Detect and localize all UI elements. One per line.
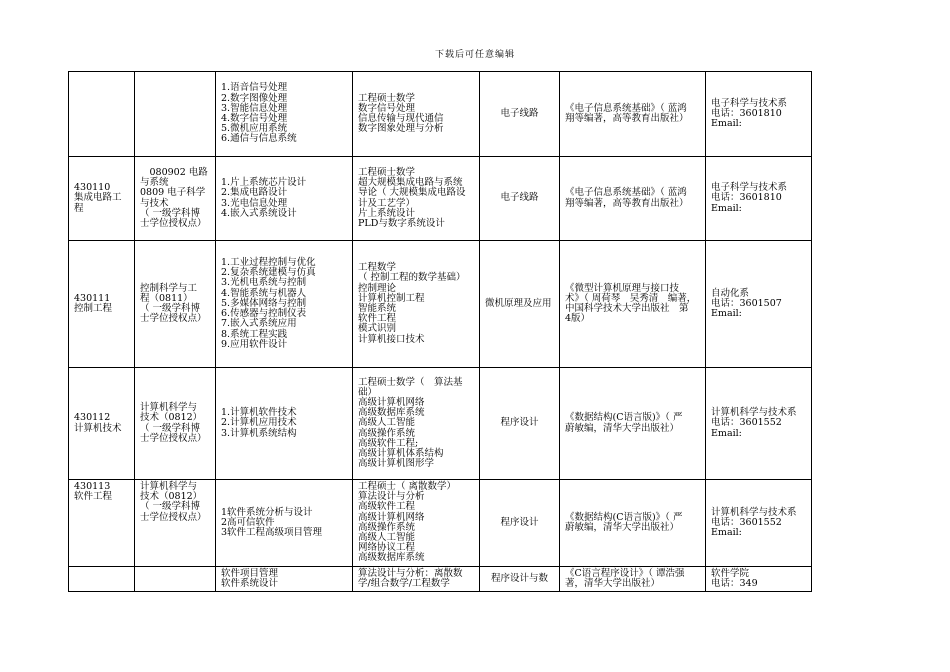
direction-item: 9.应用软件设计 bbox=[221, 338, 288, 350]
program-name: 集成电路工程 bbox=[74, 192, 122, 214]
contact-line: 软件学院 bbox=[711, 567, 750, 579]
book-line: 《微型计算机原理与接口技 bbox=[565, 282, 680, 294]
retest-subject-cell bbox=[480, 241, 560, 368]
course-item: 模式识别 bbox=[358, 323, 397, 335]
discipline-line: 技术（0812） bbox=[140, 491, 203, 503]
retest-subject-cell bbox=[480, 157, 560, 241]
retest-subject-cell bbox=[480, 566, 560, 591]
direction-item: 1软件系统分析与设计 bbox=[221, 506, 313, 518]
course-item: 工程硕士（ 离散数学） bbox=[358, 481, 457, 492]
reference-book-cell bbox=[560, 72, 706, 157]
course-item: 工程数学 bbox=[358, 262, 397, 274]
program-code: 430112 bbox=[74, 412, 111, 424]
program-name: 控制工程 bbox=[74, 303, 113, 314]
direction-item: 5.多媒体网络与控制 bbox=[221, 297, 307, 309]
program-code: 430113 bbox=[74, 481, 111, 492]
department-contact-cell bbox=[706, 566, 812, 591]
course-item: 工程硕士数学 bbox=[358, 92, 416, 104]
discipline-line: 080902 电路 bbox=[140, 166, 208, 178]
course-item: 高级人工智能 bbox=[358, 532, 416, 544]
discipline-line: 控制科学与工 bbox=[140, 282, 198, 294]
direction-item: 软件系统设计 bbox=[221, 577, 279, 589]
discipline-line: 计算机科学与 bbox=[140, 402, 198, 414]
discipline-cell bbox=[135, 72, 216, 157]
contact-line: 电话：3601552 bbox=[711, 417, 782, 429]
direction-item: 8.系统工程实践 bbox=[221, 328, 288, 340]
exam-courses-cell bbox=[353, 480, 480, 567]
course-item: 高级软件工程; bbox=[358, 437, 419, 449]
direction-item: 3.光机电系统与控制 bbox=[221, 277, 307, 289]
table-body bbox=[69, 72, 812, 592]
discipline-cell bbox=[135, 157, 216, 241]
book-line: 翔等编著，高等教育出版社） bbox=[565, 113, 689, 124]
direction-item: 1.计算机软件技术 bbox=[221, 407, 297, 419]
table-row bbox=[69, 72, 812, 157]
program-code-cell bbox=[69, 72, 135, 157]
course-item: 算法设计与分析 bbox=[358, 491, 425, 503]
discipline-cell bbox=[135, 480, 216, 567]
retest-subject-cell bbox=[480, 480, 560, 567]
direction-item: 2.计算机应用技术 bbox=[221, 417, 297, 429]
direction-item: 2.数字图像处理 bbox=[221, 92, 288, 104]
discipline-line: 士学位授权点） bbox=[140, 313, 207, 325]
course-item: 数字图象处理与分析 bbox=[358, 123, 444, 135]
reference-book-cell bbox=[560, 368, 706, 480]
retest-subject: 程序设计 bbox=[500, 417, 539, 429]
table-row bbox=[69, 566, 812, 591]
retest-subject-cell bbox=[480, 368, 560, 480]
course-item: 高级人工智能 bbox=[358, 417, 416, 429]
exam-courses-cell bbox=[353, 368, 480, 480]
book-line: 《电子信息系统基础》（ 蓝鸿 bbox=[565, 187, 687, 199]
course-item: 计算机接口技术 bbox=[358, 333, 425, 345]
research-directions-cell bbox=[216, 368, 353, 480]
direction-item: 2高可信软件 bbox=[221, 516, 275, 528]
program-table bbox=[68, 71, 812, 592]
program-code-cell bbox=[69, 566, 135, 591]
course-item: 软件工程 bbox=[358, 313, 397, 325]
course-item: 高级计算机网络 bbox=[358, 396, 425, 408]
department-contact-cell bbox=[706, 72, 812, 157]
course-item: 片上系统设计 bbox=[358, 207, 416, 219]
table-row bbox=[69, 480, 812, 567]
discipline-line: 士学位授权点） bbox=[140, 217, 207, 229]
course-item: PLD与数字系统设计 bbox=[358, 217, 445, 229]
department-contact-cell bbox=[706, 368, 812, 480]
course-item: 网络协议工程 bbox=[358, 542, 416, 554]
direction-item: 6.通信与信息系统 bbox=[221, 133, 297, 145]
direction-item: 5.微机应用系统 bbox=[221, 123, 288, 135]
course-item: （ 控制工程的数学基础） bbox=[358, 272, 466, 284]
exam-courses-cell bbox=[353, 72, 480, 157]
direction-item: 软件项目管理 bbox=[221, 567, 279, 579]
discipline-line: （ 一级学科博 bbox=[140, 422, 201, 434]
direction-item: 7.嵌入式系统应用 bbox=[221, 318, 297, 330]
contact-line: 电话：3601507 bbox=[711, 297, 782, 309]
discipline-line: 0809 电子科学 bbox=[140, 187, 206, 199]
program-code-cell bbox=[69, 480, 135, 567]
direction-item: 6.传感器与控制仪表 bbox=[221, 308, 307, 320]
table-row bbox=[69, 241, 812, 368]
research-directions-cell bbox=[216, 566, 353, 591]
direction-item: 1.语音信号处理 bbox=[221, 82, 288, 94]
course-item: 工程硕士数学（ 算法基 bbox=[358, 376, 463, 388]
course-item: 算法设计与分析：离散数 bbox=[358, 567, 463, 579]
book-line: 4版） bbox=[565, 313, 591, 325]
book-line: 翔等编著，高等教育出版社） bbox=[565, 197, 689, 209]
course-item: 计及工艺学） bbox=[358, 197, 416, 209]
direction-item: 4.嵌入式系统设计 bbox=[221, 207, 297, 219]
retest-subject-cell bbox=[480, 72, 560, 157]
course-item: 高级计算机网络 bbox=[358, 511, 425, 523]
contact-line: 电话：3601552 bbox=[711, 516, 782, 528]
reference-book-cell bbox=[560, 157, 706, 241]
course-item: 导论（ 大规模集成电路设 bbox=[358, 187, 466, 199]
book-line: 蔚敏编，清华大学出版社） bbox=[565, 422, 680, 434]
contact-line: Email: bbox=[711, 526, 742, 538]
course-item: 计算机控制工程 bbox=[358, 292, 425, 304]
book-line: 《数据结构(C语言版)》（ 严 bbox=[565, 412, 683, 424]
book-line: 中国科学技术大学出版社 第 bbox=[565, 303, 689, 314]
direction-item: 2.复杂系统建模与仿真 bbox=[221, 267, 316, 279]
retest-subject: 微机原理及应用 bbox=[485, 298, 552, 309]
contact-line: 电话：3601810 bbox=[711, 107, 782, 119]
course-item: 高级操作系统 bbox=[358, 427, 416, 439]
reference-book-cell bbox=[560, 241, 706, 368]
discipline-line: 士学位授权点） bbox=[140, 511, 207, 523]
course-item: 数字信号处理 bbox=[358, 102, 416, 114]
program-code-cell bbox=[69, 368, 135, 480]
book-line: 著，清华大学出版社） bbox=[565, 577, 661, 589]
research-directions-cell bbox=[216, 157, 353, 241]
discipline-line: 技术（0812） bbox=[140, 412, 203, 424]
discipline-line: （ 一级学科博 bbox=[140, 501, 201, 513]
department-contact-cell bbox=[706, 480, 812, 567]
contact-line: 计算机科学与技术系 bbox=[711, 506, 797, 518]
course-item: 工程硕士数学 bbox=[358, 166, 416, 178]
table-row bbox=[69, 157, 812, 241]
contact-line: Email: bbox=[711, 308, 742, 320]
department-contact-cell bbox=[706, 241, 812, 368]
department-contact-cell bbox=[706, 157, 812, 241]
book-line: 《数据结构(C语言版)》（ 严 bbox=[565, 511, 683, 523]
research-directions-cell bbox=[216, 241, 353, 368]
course-item: 智能系统 bbox=[358, 303, 397, 314]
discipline-line: （ 一级学科博 bbox=[140, 303, 201, 314]
course-item: 高级数据库系统 bbox=[358, 552, 425, 564]
contact-line: Email: bbox=[711, 202, 742, 214]
book-line: 《C语言程序设计》（ 谭浩强 bbox=[565, 567, 685, 579]
program-code-cell bbox=[69, 157, 135, 241]
contact-line: Email: bbox=[711, 427, 742, 439]
reference-book-cell bbox=[560, 480, 706, 567]
course-item: 控制理论 bbox=[358, 282, 397, 294]
course-item: 高级计算机体系结构 bbox=[358, 448, 444, 459]
course-item: 超大规模集成电路与系统 bbox=[358, 177, 463, 189]
retest-subject: 程序设计与数 bbox=[490, 572, 548, 584]
discipline-cell bbox=[135, 368, 216, 480]
research-directions-cell bbox=[216, 480, 353, 567]
course-item: 高级计算机图形学 bbox=[358, 458, 435, 470]
header-note: 下载后可任意编辑 bbox=[434, 50, 515, 60]
program-name: 软件工程 bbox=[74, 491, 113, 503]
discipline-cell bbox=[135, 566, 216, 591]
retest-subject: 电子线路 bbox=[500, 107, 539, 119]
direction-item: 4.智能系统与机器人 bbox=[221, 287, 307, 299]
retest-subject: 程序设计 bbox=[500, 516, 539, 528]
direction-item: 3.计算机系统结构 bbox=[221, 427, 297, 439]
contact-line: 计算机科学与技术系 bbox=[711, 407, 797, 419]
program-code: 430111 bbox=[74, 292, 111, 304]
contact-line: Email: bbox=[711, 118, 742, 130]
contact-line: 电话：3601810 bbox=[711, 192, 782, 204]
course-item: 高级软件工程 bbox=[358, 501, 416, 513]
book-line: 术》（ 周荷琴 吴秀清 编著， bbox=[565, 292, 697, 304]
retest-subject: 电子线路 bbox=[500, 192, 539, 204]
reference-book-cell bbox=[560, 566, 706, 591]
contact-line: 电子科学与技术系 bbox=[711, 182, 788, 194]
direction-item: 2.集成电路设计 bbox=[221, 187, 288, 199]
book-line: 蔚敏编，清华大学出版社） bbox=[565, 521, 680, 533]
discipline-line: 与技术 bbox=[140, 197, 169, 209]
discipline-cell bbox=[135, 241, 216, 368]
program-code: 430110 bbox=[74, 182, 111, 194]
program-code-cell bbox=[69, 241, 135, 368]
exam-courses-cell bbox=[353, 566, 480, 591]
discipline-line: 与系统 bbox=[140, 177, 169, 189]
direction-item: 3软件工程高级项目管理 bbox=[221, 526, 323, 538]
discipline-line: 士学位授权点） bbox=[140, 432, 207, 444]
direction-item: 4.数字信号处理 bbox=[221, 113, 288, 124]
contact-line: 自动化系 bbox=[711, 287, 750, 299]
contact-line: 电子科学与技术系 bbox=[711, 97, 788, 109]
discipline-line: 计算机科学与 bbox=[140, 481, 198, 492]
exam-courses-cell bbox=[353, 241, 480, 368]
course-item: 信息传输与现代通信 bbox=[358, 113, 444, 124]
program-name: 计算机技术 bbox=[74, 422, 122, 434]
direction-item: 1.片上系统芯片设计 bbox=[221, 177, 307, 189]
course-item: 高级数据库系统 bbox=[358, 407, 425, 419]
course-item: 学/组合数学/工程数学 bbox=[358, 577, 450, 589]
discipline-line: 程（0811） bbox=[140, 292, 193, 304]
direction-item: 1.工业过程控制与优化 bbox=[221, 257, 316, 269]
direction-item: 3.光电信息处理 bbox=[221, 197, 288, 209]
exam-courses-cell bbox=[353, 157, 480, 241]
contact-line: 电话：349 bbox=[711, 577, 758, 589]
research-directions-cell bbox=[216, 72, 353, 157]
course-item: 础） bbox=[358, 386, 378, 398]
book-line: 《电子信息系统基础》（ 蓝鸿 bbox=[565, 102, 687, 114]
discipline-line: （ 一级学科博 bbox=[140, 207, 201, 219]
course-item: 高级操作系统 bbox=[358, 521, 416, 533]
direction-item: 3.智能信息处理 bbox=[221, 102, 288, 114]
table-row bbox=[69, 368, 812, 480]
